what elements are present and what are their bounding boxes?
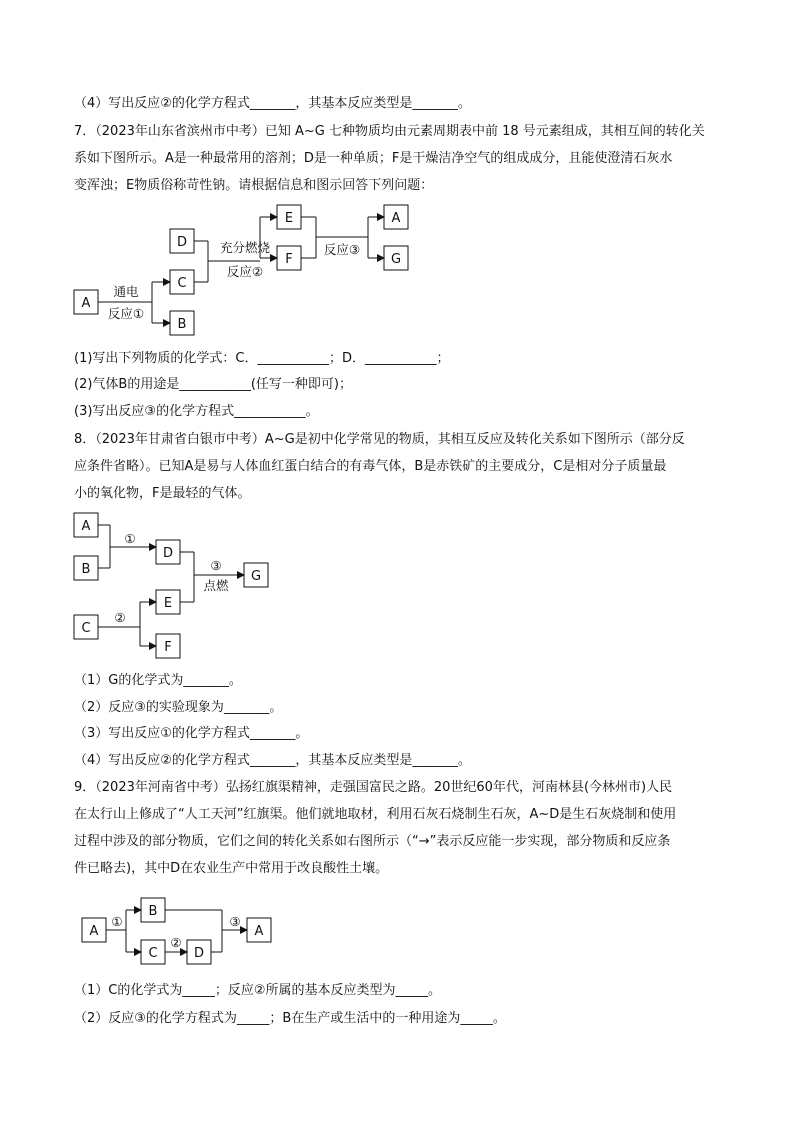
q8-box-b-label: B <box>81 562 91 577</box>
q7-box-c-label: C <box>177 276 187 291</box>
q9-stem-line-2: 在太行山上修成了“人工天河”红旗渠。他们就地取材，利用石灰石烧制生石灰，A~D是生石灰烧制和使用 <box>74 807 677 822</box>
q8-box-e-label: E <box>163 596 173 611</box>
q7-box-a2-label: A <box>391 211 401 226</box>
q9-box-b-label: B <box>148 904 158 919</box>
q7-label-reaction-1: 反应① <box>107 306 145 321</box>
q8-stem-line-2: 应条件省略）。已知A是易与人体血红蛋白结合的有毒气体，B是赤铁矿的主要成分，C是相对分子质量最 <box>74 459 667 474</box>
q7-stem-line-1: 7．（2023年山东省滨州市中考）已知 A~G 七种物质均由元素周期表中前 18 号元素组成，其相互间的转化关 <box>74 124 705 139</box>
q9-label-reaction-3: ③ <box>229 914 241 929</box>
q7-stem-line-2: 系如下图所示。A是一种最常用的溶剂；D是一种单质；F是干燥洁净空气的组成成分，且能使澄清石灰水 <box>74 151 673 166</box>
q9-box-c-label: C <box>148 946 158 961</box>
q9-stem-line-3: 过程中涉及的部分物质，它们之间的转化关系如右图所示（“→”表示反应能一步实现，部分物质和反应条 <box>74 834 671 849</box>
q7-box-a-label: A <box>81 296 91 311</box>
q7-label-reaction-3: 反应③ <box>323 242 361 257</box>
q8-box-g-label: G <box>250 569 262 584</box>
q7-box-b-label: B <box>177 317 187 332</box>
q9-label-reaction-1: ① <box>111 914 123 929</box>
q8-stem-line-1: 8．（2023年甘肃省白银市中考）A~G是初中化学常见的物质，其相互反应及转化关系如下图所示（部分反 <box>74 432 685 447</box>
q9-box-d-label: D <box>193 946 205 961</box>
q7-box-e-label: E <box>284 211 294 226</box>
q7-box-d-label: D <box>176 235 188 250</box>
q7-subquestion-3: (3)写出反应③的化学方程式___________。 <box>74 404 319 419</box>
q7-label-full-combustion: 充分燃烧 <box>219 240 271 255</box>
q9-stem-line-4: 件已略去)，其中D在农业生产中常用于改良酸性土壤。 <box>74 861 389 876</box>
q7-subquestion-2: (2)气体B的用途是___________(任写一种即可)； <box>74 377 352 392</box>
q9-box-a2-label: A <box>254 924 264 939</box>
q8-box-c-label: C <box>81 621 91 636</box>
q8-label-reaction-2: ② <box>114 610 126 625</box>
q9-subquestion-2: （2）反应③的化学方程式为_____；B在生产或生活中的一种用途为_____。 <box>74 1011 506 1026</box>
q7-label-reaction-2: 反应② <box>226 264 264 279</box>
q8-stem-line-3: 小的氧化物，F是最轻的气体。 <box>74 486 251 501</box>
q9-subquestion-1: （1）C的化学式为_____；反应②所属的基本反应类型为_____。 <box>74 983 442 998</box>
q8-box-a-label: A <box>81 519 91 534</box>
q7-box-g-label: G <box>390 252 402 267</box>
q8-label-ignite: 点燃 <box>203 578 229 593</box>
q9-stem-line-1: 9．（2023年河南省中考）弘扬红旗渠精神，走强国富民之路。20世纪60年代，河南林县(今林州市)人民 <box>74 780 673 795</box>
q8-subquestion-1: （1）G的化学式为_______。 <box>74 673 242 688</box>
q8-box-d-label: D <box>162 546 174 561</box>
q7-subquestion-1: (1)写出下列物质的化学式：C．___________；D．___________； <box>74 351 450 366</box>
q7-box-f-label: F <box>285 252 293 267</box>
q8-box-f-label: F <box>164 640 172 655</box>
q6-subquestion-4: （4）写出反应②的化学方程式_______，其基本反应类型是_______。 <box>74 96 471 111</box>
q8-subquestion-3: （3）写出反应①的化学方程式_______。 <box>74 726 309 741</box>
q7-stem-line-3: 变浑浊；E物质俗称苛性钠。请根据信息和图示回答下列问题： <box>74 178 434 193</box>
q8-label-reaction-3: ③ <box>210 558 222 573</box>
q8-subquestion-4: （4）写出反应②的化学方程式_______，其基本反应类型是_______。 <box>74 753 471 768</box>
q8-subquestion-2: （2）反应③的实验现象为_______。 <box>74 700 283 715</box>
q9-label-reaction-2: ② <box>170 935 182 950</box>
q7-label-electrolysis: 通电 <box>113 284 139 299</box>
q8-label-reaction-1: ① <box>124 531 136 546</box>
q9-box-a-label: A <box>89 924 99 939</box>
